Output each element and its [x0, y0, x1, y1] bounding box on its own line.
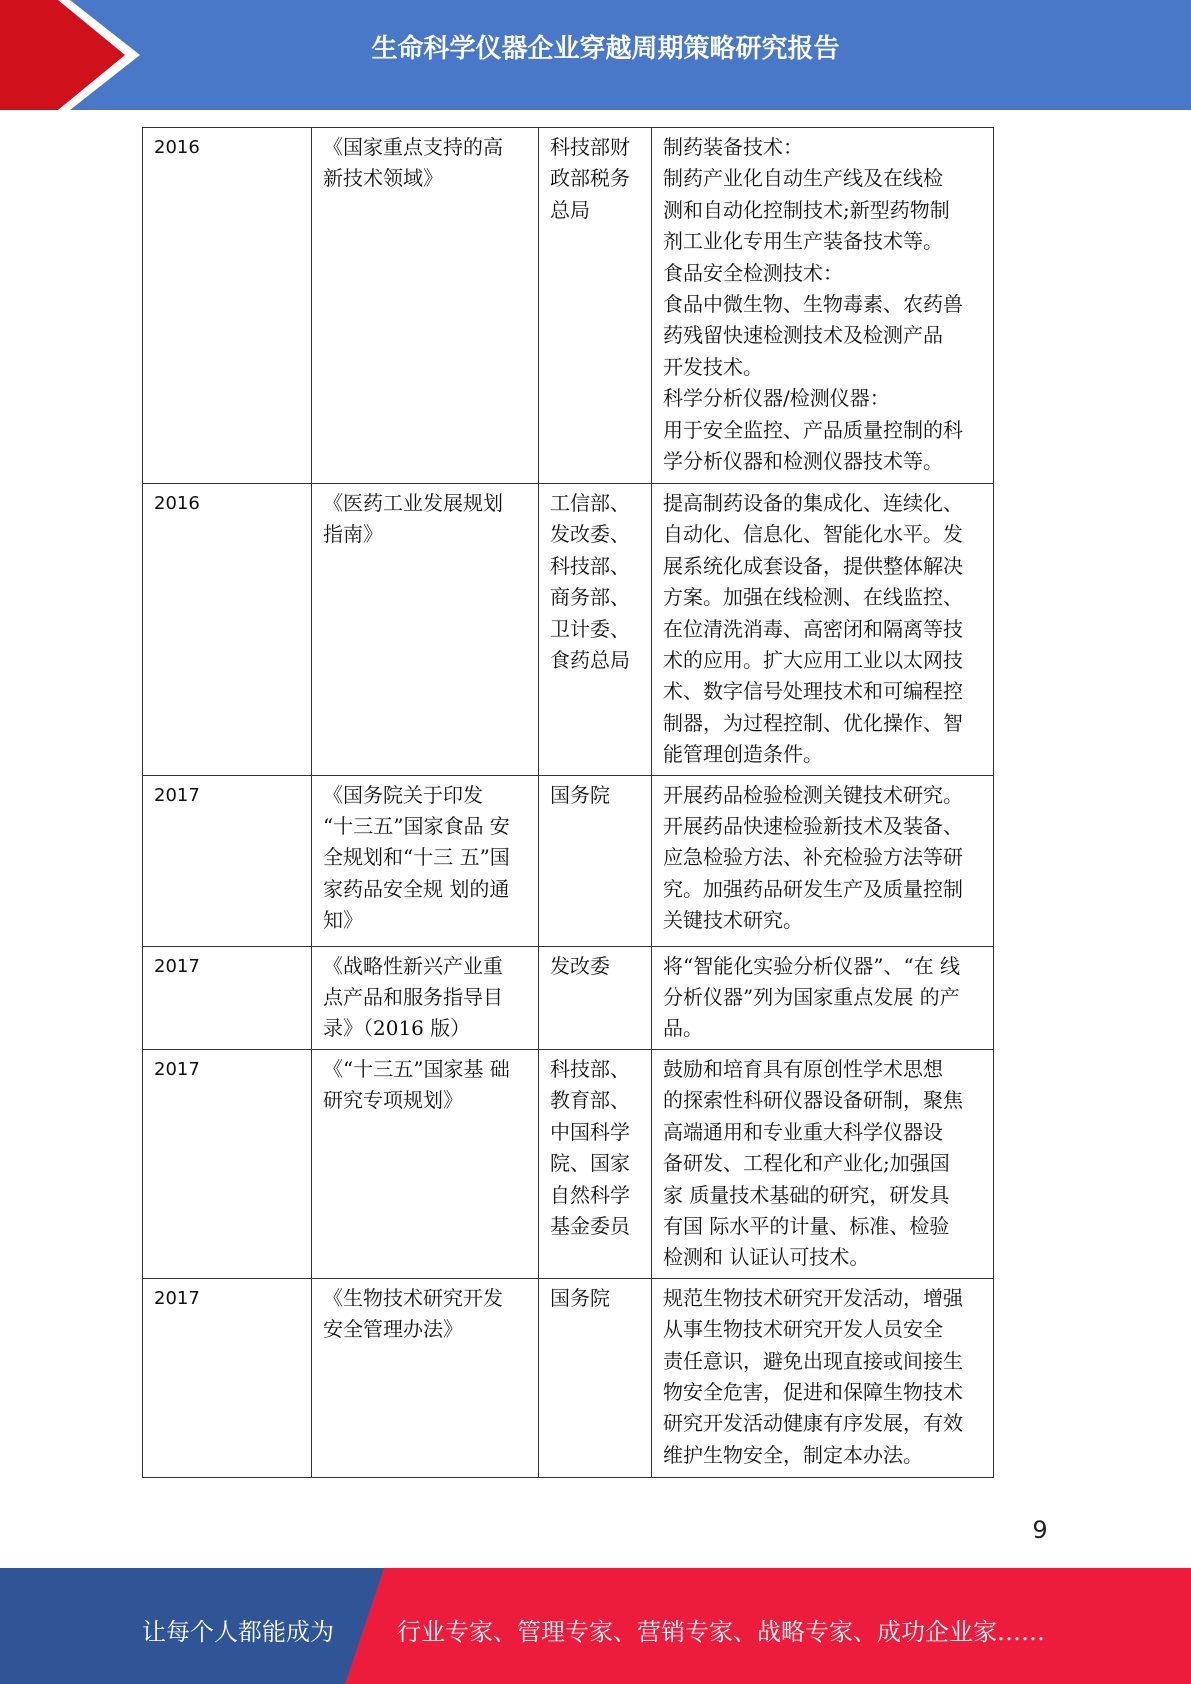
cell-content-line: 制药装备技术： — [663, 135, 803, 159]
cell-content-line: 物安全危害，促进和保障生物技术 — [663, 1379, 963, 1404]
cell-content-line: 学分析仪器和检测仪器技术等。 — [663, 449, 943, 474]
cell-document-line: 知》 — [323, 908, 363, 933]
cell-issuer-line: 国务院 — [550, 782, 610, 807]
cell-issuer-line: 发改委 — [550, 953, 610, 978]
cell-content-line: 开展药品快速检验新技术及装备、 — [663, 814, 963, 839]
cell-document — [312, 1049, 539, 1278]
footer-slogan-right: 行业专家、管理专家、营销专家、战略专家、成功企业家…… — [397, 1618, 1045, 1646]
cell-content-line: 测和自动化控制技术;新型药物制 — [663, 197, 950, 222]
cell-content-line: 分析仪器”列为国家重点发展 的产 — [663, 985, 960, 1010]
cell-issuer-line: 科技部、 — [550, 553, 630, 578]
cell-document-line: 《国家重点支持的高 — [323, 135, 503, 159]
cell-content-line: 究。加强药品研发生产及质量控制 — [663, 876, 963, 901]
cell-issuer-line: 院、国家 — [550, 1151, 630, 1176]
cell-issuer-line: 教育部、 — [550, 1088, 630, 1113]
cell-content-line: 将“智能化实验分析仪器”、“在 线 — [663, 953, 961, 978]
cell-document-line: 家药品安全规 划的通 — [323, 876, 510, 901]
page-header — [0, 0, 1191, 110]
footer-slogan-left: 让每个人都能成为 — [142, 1618, 334, 1646]
cell-issuer — [539, 946, 652, 1049]
table-row — [143, 1278, 994, 1477]
cell-content — [652, 484, 994, 776]
cell-content-line: 检测和 认证认可技术。 — [663, 1245, 870, 1270]
cell-content-line: 展系统化成套设备，提供整体解决 — [663, 553, 963, 578]
table-row — [143, 946, 994, 1049]
cell-issuer-line: 食药总局 — [550, 648, 630, 673]
cell-content-line: 的探索性科研仪器设备研制，聚焦 — [663, 1088, 963, 1113]
cell-document-line: 安全管理办法》 — [323, 1317, 463, 1342]
cell-document-line: 新技术领域》 — [323, 166, 443, 191]
cell-content-line: 在位清洗消毒、高密闭和隔离等技 — [663, 616, 963, 641]
cell-issuer-line: 商务部、 — [550, 585, 630, 610]
cell-issuer — [539, 775, 652, 946]
cell-content-line: 食品安全检测技术： — [663, 260, 843, 285]
cell-content-line: 药残留快速检测技术及检测产品 — [663, 323, 943, 348]
cell-document — [312, 775, 539, 946]
table-row — [143, 484, 994, 776]
cell-document-line: 《“十三五”国家基 础 — [323, 1056, 510, 1081]
cell-content — [652, 775, 994, 946]
cell-year: 2016 — [143, 128, 312, 484]
cell-document-line: 指南》 — [323, 522, 383, 547]
cell-issuer — [539, 1049, 652, 1278]
cell-content-line: 能管理创造条件。 — [663, 742, 823, 767]
cell-content — [652, 1278, 994, 1477]
report-title: 生命科学仪器企业穿越周期策略研究报告 — [371, 34, 840, 64]
cell-content-line: 备研发、工程化和产业化;加强国 — [663, 1151, 950, 1176]
cell-issuer-line: 工信部、 — [550, 491, 630, 515]
cell-issuer-line: 科技部、 — [550, 1056, 630, 1081]
cell-content — [652, 128, 994, 484]
policy-table — [142, 127, 994, 1478]
cell-document-line: 《医药工业发展规划 — [323, 491, 503, 515]
cell-content-line: 鼓励和培育具有原创性学术思想 — [663, 1056, 943, 1081]
cell-content-line: 食品中微生物、生物毒素、农药兽 — [663, 292, 963, 317]
cell-year: 2017 — [143, 946, 312, 1049]
cell-content-line: 有国 际水平的计量、标准、检验 — [663, 1213, 950, 1238]
cell-content — [652, 1049, 994, 1278]
cell-document-line: 《国务院关于印发 — [323, 782, 483, 807]
cell-document-line: 《战略性新兴产业重 — [323, 953, 503, 978]
cell-content-line: 应急检验方法、补充检验方法等研 — [663, 845, 963, 870]
cell-content-line: 制药产业化自动生产线及在线检 — [663, 166, 943, 191]
cell-content-line: 提高制药设备的集成化、连续化、 — [663, 491, 963, 515]
cell-content-line: 剂工业化专用生产装备技术等。 — [663, 229, 943, 254]
page-number: 9 — [1032, 1516, 1048, 1544]
cell-document — [312, 128, 539, 484]
cell-content-line: 高端通用和专业重大科学仪器设 — [663, 1119, 943, 1144]
cell-document — [312, 946, 539, 1049]
cell-issuer-line: 国务院 — [550, 1285, 610, 1310]
cell-document-line: 录》（2016 版） — [323, 1016, 471, 1041]
cell-issuer — [539, 128, 652, 484]
cell-issuer-line: 自然科学 — [550, 1182, 630, 1207]
table-row — [143, 775, 994, 946]
cell-issuer-line: 卫计委、 — [550, 616, 630, 641]
cell-content-line: 研究开发活动健康有序发展，有效 — [663, 1411, 963, 1436]
cell-issuer-line: 基金委员 — [550, 1213, 630, 1238]
cell-content-line: 科学分析仪器/检测仪器： — [663, 386, 890, 411]
cell-issuer-line: 总局 — [550, 197, 590, 222]
cell-document-line: 《生物技术研究开发 — [323, 1285, 503, 1310]
cell-document-line: 点产品和服务指导目 — [323, 985, 503, 1010]
cell-issuer-line: 发改委、 — [550, 522, 630, 547]
cell-content-line: 维护生物安全，制定本办法。 — [663, 1442, 923, 1467]
cell-issuer — [539, 1278, 652, 1477]
cell-document — [312, 484, 539, 776]
cell-issuer-line: 科技部财 — [550, 135, 630, 159]
cell-issuer-line: 政部税务 — [550, 166, 630, 191]
cell-year: 2017 — [143, 1049, 312, 1278]
cell-content-line: 方案。加强在线检测、在线监控、 — [663, 585, 963, 610]
cell-content-line: 自动化、信息化、智能化水平。发 — [663, 522, 963, 547]
cell-content — [652, 946, 994, 1049]
cell-document-line: 研究专项规划》 — [323, 1088, 463, 1113]
cell-issuer-line: 中国科学 — [550, 1119, 630, 1144]
cell-content-line: 品。 — [663, 1016, 703, 1041]
table-row — [143, 128, 994, 484]
cell-year: 2017 — [143, 1278, 312, 1477]
cell-content-line: 从事生物技术研究开发人员安全 — [663, 1317, 943, 1342]
cell-content-line: 制器，为过程控制、优化操作、智 — [663, 710, 963, 735]
cell-year: 2016 — [143, 484, 312, 776]
cell-document-line: “十三五”国家食品 安 — [323, 814, 510, 839]
cell-content-line: 术、数字信号处理技术和可编程控 — [663, 679, 963, 704]
cell-document-line: 全规划和“十三 五”国 — [323, 845, 510, 870]
cell-content-line: 术的应用。扩大应用工业以太网技 — [663, 648, 963, 673]
cell-issuer — [539, 484, 652, 776]
cell-document — [312, 1278, 539, 1477]
cell-content-line: 开发技术。 — [663, 354, 763, 379]
table-row — [143, 1049, 994, 1278]
cell-content-line: 开展药品检验检测关键技术研究。 — [663, 782, 963, 807]
cell-content-line: 用于安全监控、产品质量控制的科 — [663, 417, 963, 442]
cell-content-line: 责任意识，避免出现直接或间接生 — [663, 1348, 963, 1373]
cell-content-line: 家 质量技术基础的研究，研发具 — [663, 1182, 950, 1207]
cell-year: 2017 — [143, 775, 312, 946]
cell-content-line: 关键技术研究。 — [663, 908, 803, 933]
cell-content-line: 规范生物技术研究开发活动，增强 — [663, 1285, 963, 1310]
